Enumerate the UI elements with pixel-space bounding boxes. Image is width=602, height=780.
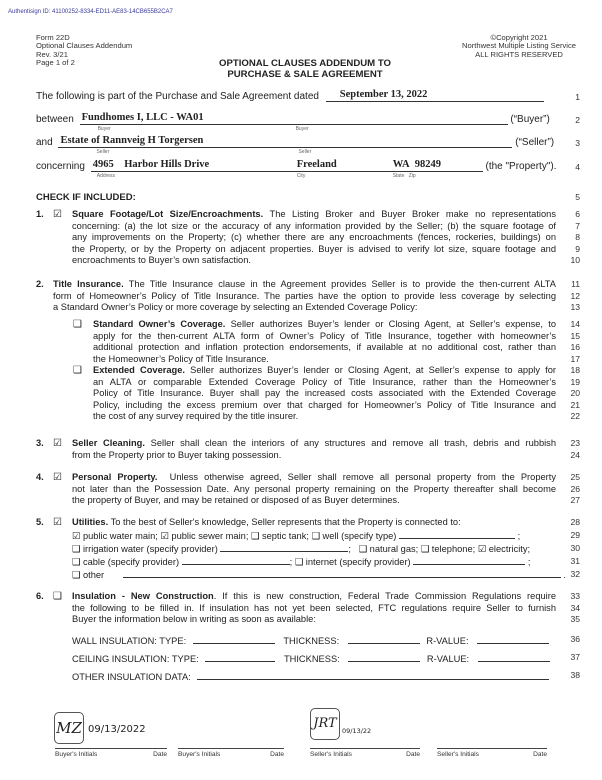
date-label: Date bbox=[406, 751, 420, 758]
public-sewer-label: public sewer main; bbox=[171, 531, 249, 541]
line-number: 12 bbox=[570, 290, 580, 301]
text-line bbox=[72, 209, 580, 221]
line-number: 34 bbox=[570, 602, 580, 613]
clause-text: Policy, including the excess premium over that charged for Homeowner’s Policy of Title Insurance and bbox=[93, 399, 556, 410]
intro-text: The following is part of the Purchase and Sale Agreement dated bbox=[36, 91, 319, 102]
date-label: Date bbox=[270, 751, 284, 758]
buyer-sublabel: Buyer bbox=[97, 126, 111, 132]
buyer-field[interactable] bbox=[80, 112, 508, 132]
natural-gas-checkbox[interactable]: ❑ bbox=[358, 544, 368, 554]
text-line bbox=[72, 232, 580, 244]
line-number: 9 bbox=[575, 243, 580, 254]
telephone-checkbox[interactable]: ❑ bbox=[420, 544, 430, 554]
state-sublabel: State bbox=[392, 173, 405, 179]
line-number: 20 bbox=[570, 388, 580, 399]
well-checkbox[interactable]: ❑ bbox=[311, 531, 320, 541]
other-utility-field[interactable] bbox=[123, 568, 561, 578]
clause-text: Seller authorizes Buyer’s lender or Closing Agent, at Seller’s expense to apply for bbox=[184, 365, 556, 375]
seller-sublabel: Seller bbox=[298, 149, 312, 155]
ceiling-r-value-field[interactable] bbox=[478, 652, 550, 662]
wall-type-field[interactable] bbox=[193, 634, 275, 644]
ceiling-thickness-field[interactable] bbox=[348, 652, 420, 662]
ceiling-type-field[interactable] bbox=[205, 652, 275, 662]
line-number: 38 bbox=[570, 670, 580, 680]
text-line bbox=[72, 517, 580, 529]
title-line: OPTIONAL CLAUSES ADDENDUM TO bbox=[219, 58, 391, 69]
line-number: 21 bbox=[570, 399, 580, 410]
text-line bbox=[93, 399, 580, 412]
zip-sublabel: Zip bbox=[408, 173, 416, 179]
clause-text: not later than the Possession Date. Any personal property remaining on the Property thereafter shall become bbox=[72, 483, 556, 494]
clause-text: To the best of Seller's knowledge, Seller represents that the Property is connected to: bbox=[108, 517, 461, 527]
text-line bbox=[93, 342, 580, 354]
clause-item bbox=[0, 438, 602, 461]
ceiling-type-label: CEILING INSULATION: TYPE: bbox=[72, 654, 199, 664]
line-number: 3 bbox=[575, 138, 580, 148]
clause-number: 6. bbox=[36, 591, 44, 601]
clause-item bbox=[0, 591, 602, 626]
line-number: 27 bbox=[570, 495, 580, 506]
line-number: 5 bbox=[575, 192, 580, 202]
line-number: 33 bbox=[570, 591, 580, 601]
wall-thickness-label: THICKNESS: bbox=[283, 636, 340, 646]
clause-text: The Title Insurance clause in the Agreement provides Seller is to provide the then-current ALTA bbox=[123, 279, 556, 289]
septic-tank-checkbox[interactable]: ❑ bbox=[251, 531, 260, 541]
text-line bbox=[72, 449, 580, 462]
line-number: 15 bbox=[570, 330, 580, 341]
electricity-checkbox[interactable]: ☑ bbox=[477, 544, 487, 554]
line-number: 22 bbox=[570, 411, 580, 422]
clause-title: Insulation - New Construction bbox=[72, 591, 214, 601]
irrigation-label: irrigation water (specify provider) bbox=[82, 544, 218, 554]
line-number: 13 bbox=[570, 302, 580, 313]
text-line bbox=[72, 438, 580, 450]
seller-value: Estate of Rannveig H Torgersen bbox=[60, 135, 204, 146]
form-revision: Rev. 3/21 bbox=[36, 49, 68, 59]
copyright bbox=[462, 34, 576, 59]
seller-sublabel: Seller bbox=[96, 149, 110, 155]
line-number: 28 bbox=[570, 517, 580, 527]
internet-checkbox[interactable]: ❑ bbox=[294, 557, 304, 567]
date-label: Date bbox=[153, 751, 167, 758]
clause-text: form of Homeowner’s Policy of Title Insurance. The parties have the option to provide less coverage by selecting bbox=[53, 290, 556, 301]
wall-thickness-field[interactable] bbox=[348, 634, 420, 644]
clause-text: the cost of any survey required by the title insurer. bbox=[93, 411, 299, 422]
clause-text: any improvements on the Property; (c) whether there are any encroachments (fences, rockeries, buildings) on bbox=[72, 232, 556, 243]
text-line bbox=[93, 388, 580, 400]
buyer-value: Fundhomes I, LLC - WA01 bbox=[81, 112, 204, 123]
line-number: 26 bbox=[570, 483, 580, 494]
clause-text: an ALTA or comparable Extended Coverage Policy of Title Insurance, rather than the Homeowner’s bbox=[93, 376, 556, 387]
utilities-row: ❑ other . 32 bbox=[72, 569, 580, 580]
address-value: 4965 Harbor Hills Drive bbox=[92, 159, 210, 170]
text-line bbox=[72, 591, 580, 603]
copyright-year: ©Copyright 2021 bbox=[490, 33, 548, 42]
text-line bbox=[93, 330, 580, 343]
other-insulation-label: OTHER INSULATION DATA: bbox=[72, 672, 191, 682]
checked-checkbox[interactable]: ☑ bbox=[53, 438, 62, 449]
line-number: 31 bbox=[570, 556, 580, 566]
line-number: 29 bbox=[570, 530, 580, 540]
line-number: 6 bbox=[575, 209, 580, 219]
line-number: 18 bbox=[570, 365, 580, 375]
clause-text: the following to be filled in. If insulation has not yet been selected, FTC regulations require Seller to furnish bbox=[72, 602, 556, 613]
seller-row bbox=[36, 135, 555, 155]
text-line bbox=[53, 290, 580, 303]
clause-text: a Standard Owner’s Policy or more coverage by selecting an Extended Coverage Policy: bbox=[53, 302, 418, 313]
checked-checkbox[interactable]: ☑ bbox=[53, 517, 62, 528]
clause-text: the Homeowner’s Policy of Title Insurance. bbox=[93, 353, 269, 364]
state-value: WA bbox=[392, 159, 410, 170]
unchecked-checkbox[interactable]: ❑ bbox=[73, 319, 82, 330]
city-sublabel: City bbox=[296, 173, 306, 179]
buyer-initials-label: Buyer's Initials bbox=[55, 751, 98, 758]
wall-insulation-row bbox=[72, 634, 580, 646]
text-line bbox=[93, 353, 580, 366]
clause-title: Personal Property. bbox=[72, 472, 158, 482]
copyright-owner: Northwest Multiple Listing Service bbox=[462, 41, 576, 51]
buyer-initials-label: Buyer's Initials bbox=[178, 751, 221, 758]
clause-text: encroachments to Buyer’s own satisfaction. bbox=[72, 255, 251, 266]
buyer-initials-line-1[interactable] bbox=[55, 748, 167, 758]
line-number: 19 bbox=[570, 376, 580, 387]
check-if-included-heading: CHECK IF INCLUDED: bbox=[36, 192, 136, 203]
property-suffix: (the "Property"). bbox=[485, 161, 557, 172]
line-number: 25 bbox=[570, 472, 580, 482]
clause-text: The Listing Broker and Buyer Broker make no representations bbox=[263, 209, 556, 219]
clause-text: Buyer the information below in writing as soon as available: bbox=[72, 614, 316, 625]
text-line bbox=[72, 220, 580, 233]
line-number: 4 bbox=[575, 162, 580, 172]
clause-text: apply for the then-current ALTA form of Owner’s Policy of Title Insurance, together with homeowner’s bbox=[93, 330, 556, 341]
other-utility-checkbox[interactable]: ❑ bbox=[72, 570, 81, 580]
clause-item bbox=[0, 472, 602, 507]
clause-item bbox=[0, 209, 602, 267]
wall-r-value-label: R-VALUE: bbox=[426, 636, 469, 646]
seller-initials-label: Seller's Initials bbox=[437, 751, 479, 758]
form-number: Form 22D bbox=[36, 33, 70, 42]
text-line bbox=[93, 319, 580, 331]
line-number: 16 bbox=[570, 342, 580, 353]
clause-title: Seller Cleaning. bbox=[72, 438, 145, 448]
ceiling-r-value-label: R-VALUE: bbox=[426, 654, 470, 664]
concerning-label: concerning bbox=[36, 161, 85, 172]
irrigation-checkbox[interactable]: ❑ bbox=[72, 544, 81, 554]
electricity-label: electricity; bbox=[488, 544, 531, 554]
clause-text: the Property, or by the Property on adjacent properties. Buyer is advised to verify lot size, square footage and bbox=[72, 243, 556, 254]
between-label: between bbox=[36, 114, 74, 125]
property-row bbox=[36, 159, 557, 179]
seller-initials-stamp[interactable]: JRT bbox=[310, 708, 340, 740]
line-number: 11 bbox=[571, 279, 580, 289]
line-number: 8 bbox=[575, 232, 580, 243]
checked-checkbox[interactable]: ☑ bbox=[53, 209, 62, 220]
wall-type-label: WALL INSULATION: TYPE: bbox=[72, 636, 187, 646]
buyer-row bbox=[36, 112, 550, 132]
telephone-label: telephone; bbox=[431, 544, 476, 554]
cable-checkbox[interactable]: ❑ bbox=[72, 557, 81, 567]
clause-number: 1. bbox=[36, 209, 44, 219]
line-number: 23 bbox=[570, 438, 580, 448]
clause-number: 3. bbox=[36, 438, 44, 448]
clause-text: the property of Buyer, and may be retained or disposed of as Buyer determines. bbox=[72, 495, 400, 506]
other-utility-label: other bbox=[82, 570, 105, 580]
city-value: Freeland bbox=[296, 159, 337, 170]
seller-field[interactable] bbox=[58, 135, 512, 155]
irrigation-provider-field[interactable] bbox=[220, 542, 348, 552]
public-water-checkbox[interactable]: ☑ bbox=[72, 531, 81, 541]
authentisign-id: Authentisign ID: 41100252-8334-ED11-AE83-14CB655B2CA7 bbox=[8, 9, 173, 15]
text-line bbox=[72, 483, 580, 496]
clause-title: Extended Coverage. bbox=[93, 365, 185, 375]
agreement-date-value: September 13, 2022 bbox=[339, 89, 428, 100]
wall-r-value-field[interactable] bbox=[477, 634, 549, 644]
well-label: well (specify type) bbox=[322, 531, 397, 541]
public-water-label: public water main; bbox=[82, 531, 158, 541]
page-indicator: Page 1 of 2 bbox=[36, 58, 75, 68]
clause-text: Seller authorizes Buyer’s lender or Closing Agent, at Seller’s expense, to bbox=[225, 319, 556, 329]
clause-text: additional protection and inflation protection endorsements, if available at no additional cost, rather than bbox=[93, 342, 556, 353]
clause-title: Utilities. bbox=[72, 517, 109, 527]
natural-gas-label: natural gas; bbox=[369, 544, 419, 554]
buyer-sublabel: Buyer bbox=[295, 126, 309, 132]
clause-title: Standard Owner’s Coverage. bbox=[93, 319, 226, 329]
date-label: Date bbox=[533, 751, 547, 758]
public-sewer-checkbox[interactable]: ☑ bbox=[160, 531, 169, 541]
checked-checkbox[interactable]: ☑ bbox=[53, 472, 62, 483]
and-label: and bbox=[36, 137, 53, 148]
internet-label: internet (specify provider) bbox=[305, 557, 411, 567]
well-type-field[interactable] bbox=[399, 529, 515, 539]
septic-tank-label: septic tank; bbox=[261, 531, 309, 541]
internet-provider-field[interactable] bbox=[413, 555, 525, 565]
title-line: PURCHASE & SALE AGREEMENT bbox=[227, 69, 383, 80]
line-number: 2 bbox=[575, 115, 580, 125]
utilities-row: ❑ irrigation water (specify provider) ; ❑ natural gas; ❑ telephone; ☑ electricity; 30 bbox=[72, 543, 580, 554]
unchecked-checkbox[interactable]: ❑ bbox=[53, 591, 62, 602]
buyer-date-1: 09/13/2022 bbox=[88, 724, 146, 735]
line-number: 37 bbox=[570, 652, 580, 662]
clause-title: Square Footage/Lot Size/Encroachments. bbox=[72, 209, 264, 219]
text-line bbox=[72, 614, 580, 626]
cable-provider-field[interactable] bbox=[182, 555, 290, 565]
line-number: 36 bbox=[570, 634, 580, 644]
clause-number: 5. bbox=[36, 517, 44, 527]
seller-initials-line-2[interactable] bbox=[437, 748, 547, 758]
clause-title: Title Insurance. bbox=[53, 279, 124, 289]
text-line bbox=[93, 365, 580, 377]
utilities-row: ☑ public water main; ☑ public sewer main; ❑ septic tank; ❑ well (specify type) ; 29 bbox=[72, 530, 580, 541]
cable-label: cable (specify provider) bbox=[82, 557, 180, 567]
line-number: 24 bbox=[570, 449, 580, 460]
ceiling-insulation-row bbox=[72, 652, 580, 664]
seller-date-1: 09/13/22 bbox=[342, 727, 372, 735]
buyer-initials-stamp[interactable]: MZ bbox=[54, 712, 84, 744]
text-line bbox=[72, 602, 580, 615]
buyer-initials-line-2[interactable] bbox=[178, 748, 284, 758]
clause-item bbox=[0, 279, 602, 314]
line-number: 1 bbox=[575, 92, 580, 102]
ceiling-thickness-label: THICKNESS: bbox=[283, 654, 340, 664]
text-line bbox=[93, 411, 580, 423]
unchecked-checkbox[interactable]: ❑ bbox=[73, 365, 82, 376]
form-name: Optional Clauses Addendum bbox=[36, 41, 133, 51]
agreement-date-field[interactable] bbox=[326, 89, 544, 102]
text-line bbox=[72, 255, 580, 267]
text-line bbox=[53, 279, 580, 291]
clause-item bbox=[0, 319, 602, 365]
text-line bbox=[72, 243, 580, 256]
document-title bbox=[0, 58, 602, 80]
line-number: 17 bbox=[570, 353, 580, 364]
clause-text: Unless otherwise agreed, Seller shall remove all personal property from the Property bbox=[157, 472, 556, 482]
property-address-field[interactable] bbox=[91, 159, 483, 179]
seller-initials-line-1[interactable] bbox=[310, 748, 420, 758]
text-line bbox=[93, 376, 580, 389]
line-number: 32 bbox=[570, 569, 580, 579]
address-sublabel: Address bbox=[96, 173, 116, 179]
agreement-date-row bbox=[36, 89, 544, 102]
line-number: 14 bbox=[570, 319, 580, 329]
clause-text: Policy of Title Insurance. Buyer shall pay the increased costs associated with the Extended Coverage bbox=[93, 388, 556, 399]
text-line bbox=[53, 302, 580, 314]
line-number: 35 bbox=[570, 614, 580, 625]
clause-text: concerning: (a) the lot size or the accuracy of any information provided by the Seller; (b) the square footage of bbox=[72, 220, 556, 231]
copyright-rights: ALL RIGHTS RESERVED bbox=[475, 49, 563, 59]
seller-suffix: (“Seller”) bbox=[515, 137, 555, 148]
utilities-row: ❑ cable (specify provider) ; ❑ internet (specify provider) ; 31 bbox=[72, 556, 580, 567]
other-insulation-row bbox=[72, 670, 580, 682]
line-number: 10 bbox=[570, 255, 580, 266]
clause-text: . If this is new construction, Federal Trade Commission Regulations require bbox=[213, 591, 556, 601]
clause-text: from the Property prior to Buyer taking possession. bbox=[72, 449, 282, 460]
zip-value: 98249 bbox=[414, 159, 441, 170]
line-number: 7 bbox=[575, 220, 580, 231]
clause-number: 2. bbox=[36, 279, 44, 289]
seller-initials-label: Seller's Initials bbox=[310, 751, 352, 758]
other-insulation-field[interactable] bbox=[197, 670, 549, 680]
line-number: 30 bbox=[570, 543, 580, 553]
clause-item bbox=[0, 517, 602, 529]
text-line bbox=[72, 495, 580, 507]
text-line bbox=[72, 472, 580, 484]
buyer-suffix: (“Buyer”) bbox=[510, 114, 550, 125]
clause-item bbox=[0, 365, 602, 423]
clause-number: 4. bbox=[36, 472, 44, 482]
clause-text: Seller shall clean the interiors of any structures and remove all trash, debris and rubbish bbox=[144, 438, 557, 448]
